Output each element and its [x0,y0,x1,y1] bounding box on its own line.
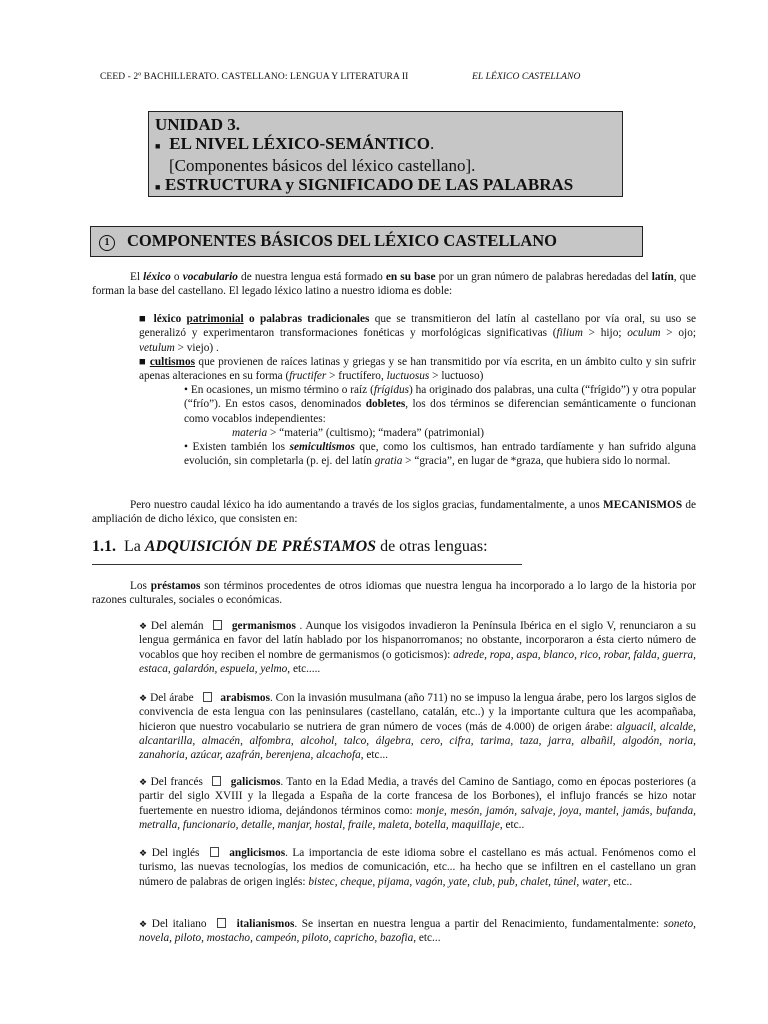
diamond-bullet-icon: ❖ [139,621,148,631]
diamond-bullet-icon: ❖ [139,919,149,929]
paragraph-mecanismos: Pero nuestro caudal léxico ha ido aumentando a través de los siglos gracias, fundamentalmente, a unos MECANISMOS de ampliación de dicho léxico, que consisten en: [92,499,697,526]
list-cultismos: ■ cultismos que provienen de raíces latinas y griegas y se han transmitido por vía escrita, en un ámbito culto y sin sufrir apenas alteraciones en su forma (fructifer > fructífero, luctuosus > luctuoso) [139,356,696,383]
paragraph-intro: El léxico o vocabulario de nuestra lengua está formado en su base por un gran número de palabras heredadas del latín, que forman la base del castellano. El legado léxico latino a nuestro idioma es doble: [92,271,696,298]
arrow-placeholder-icon [210,847,219,857]
header-right: EL LÉXICO CASTELLANO [472,72,581,82]
unit-line-3: [Componentes básicos del léxico castellano]. [169,156,476,175]
paragraph-prestamos: Los préstamos son términos procedentes de otros idiomas que nuestra lengua ha incorporado a lo largo de la historia por razones culturales, sociales o económicas. [92,580,696,607]
unit-line-2: ■ EL NIVEL LÉXICO-SEMÁNTICO. [155,134,616,156]
section-1-1-heading: 1.1. La ADQUISICIÓN DE PRÉSTAMOS de otras lenguas: [92,538,522,565]
arrow-placeholder-icon [217,918,226,928]
list-semicultismos: • Existen también los semicultismos que, como los cultismos, han entrado tardíamente y han sufrido alguna evolución, sin completarla (p. ej. del latín gratia > “gracia”, en lugar de *graza, que hubiera sido lo normal. [184,441,696,468]
section-1-title: COMPONENTES BÁSICOS DEL LÉXICO CASTELLANO [127,231,558,250]
unit-line-4: ■ ESTRUCTURA y SIGNIFICADO DE LAS PALABRAS [155,175,616,197]
item-germanismos: ❖ Del alemán germanismos . Aunque los visigodos invadieron la Península Ibérica en el siglo V, renunciaron a su lengua germánica en favor del latín hablado por los hispanorromanos; no obstante, incorporaron a ésta cierto número de vocablos que hoy reciben el nombre de germanismos (o goticismos): adrede, ropa, aspa, blanco, rico, robar, falda, guerra, estaca, galardón, espuela, yelmo, etc..... [139,620,697,675]
unit-number: UNIDAD 3. [155,115,240,134]
circled-one-icon: 1 [99,235,115,251]
header-left: CEED - 2º BACHILLERATO. CASTELLANO: LENGUA Y LITERATURA II [100,72,409,82]
diamond-bullet-icon: ❖ [139,848,149,858]
square-bullet-icon: ■ [155,182,161,192]
item-galicismos: ❖ Del francés galicismos. Tanto en la Edad Media, a través del Camino de Santiago, como en épocas posteriores (a partir del siglo XVIII y la llegada a España de la corte francesa de los Borbones), el influjo francés se hizo notar fuertemente en nuestro idioma, dejándonos términos como: monje, mesón, jamón, salvaje, joya, mantel, jamás, bufanda, metralla, funcionario, detalle, manjar, hostal, fraile, maleta, botella, maquillaje, etc.. [139,776,696,831]
arrow-placeholder-icon [213,620,222,630]
item-arabismos: ❖ Del árabe arabismos. Con la invasión musulmana (año 711) no se impuso la lengua árabe, pero los largos siglos de convivencia de esta lengua con las peninsulares (castellano, catalán, etc..) y la importante cultura que les acompañaba, hicieron que nuestro vocabulario se nutriera de gran número de voces (más de 4.000) de origen árabe: alguacil, alcalde, alcantarilla, almacén, alfombra, alcohol, talco, álgebra, cero, cifra, tarima, taza, jarra, albañil, algodón, noria, zanahoria, azúcar, azafrán, berenjena, alcachofa, etc... [139,692,697,762]
page-header [100,72,700,82]
item-italianismos: ❖ Del italiano italianismos. Se insertan en nuestra lengua a partir del Renacimiento, fundamentalmente: soneto, novela, piloto, mostacho, campeón, piloto, capricho, bazofia, etc... [139,918,696,945]
arrow-placeholder-icon [203,692,212,702]
unit-title-box [148,111,623,197]
section-1-title-box [90,226,643,257]
arrow-placeholder-icon [212,776,221,786]
diamond-bullet-icon: ❖ [139,777,148,787]
example-materia: materia > “materia” (cultismo); “madera” (patrimonial) [232,427,484,439]
list-patrimonial: ■ léxico patrimonial o palabras tradicionales que se transmitieron del latín al castellano por vía oral, su uso se generalizó y experimentaron transformaciones fonéticas y morfológicas significativas (filium > hijo; oculum > ojo; vetulum > viejo) . [139,313,696,354]
item-anglicismos: ❖ Del inglés anglicismos. La importancia de este idioma sobre el castellano es más actual. Fenómenos como el turismo, las nuevas tecnologías, los medios de comunicación, etc... ha hecho que se infiltren en el castellano un gran número de palabras de origen inglés: bistec, cheque, pijama, vagón, yate, club, pub, chalet, túnel, water, etc.. [139,847,696,888]
list-dobletes: • En ocasiones, un mismo término o raíz (frígidus) ha originado dos palabras, una culta (“frígido”) y otra popular (“frío”). En estos casos, denominados dobletes, los dos términos se diferencian semánticamente o funcionan como vocablos independientes: [184,384,697,425]
diamond-bullet-icon: ❖ [139,693,148,703]
square-bullet-icon: ■ [155,141,161,151]
